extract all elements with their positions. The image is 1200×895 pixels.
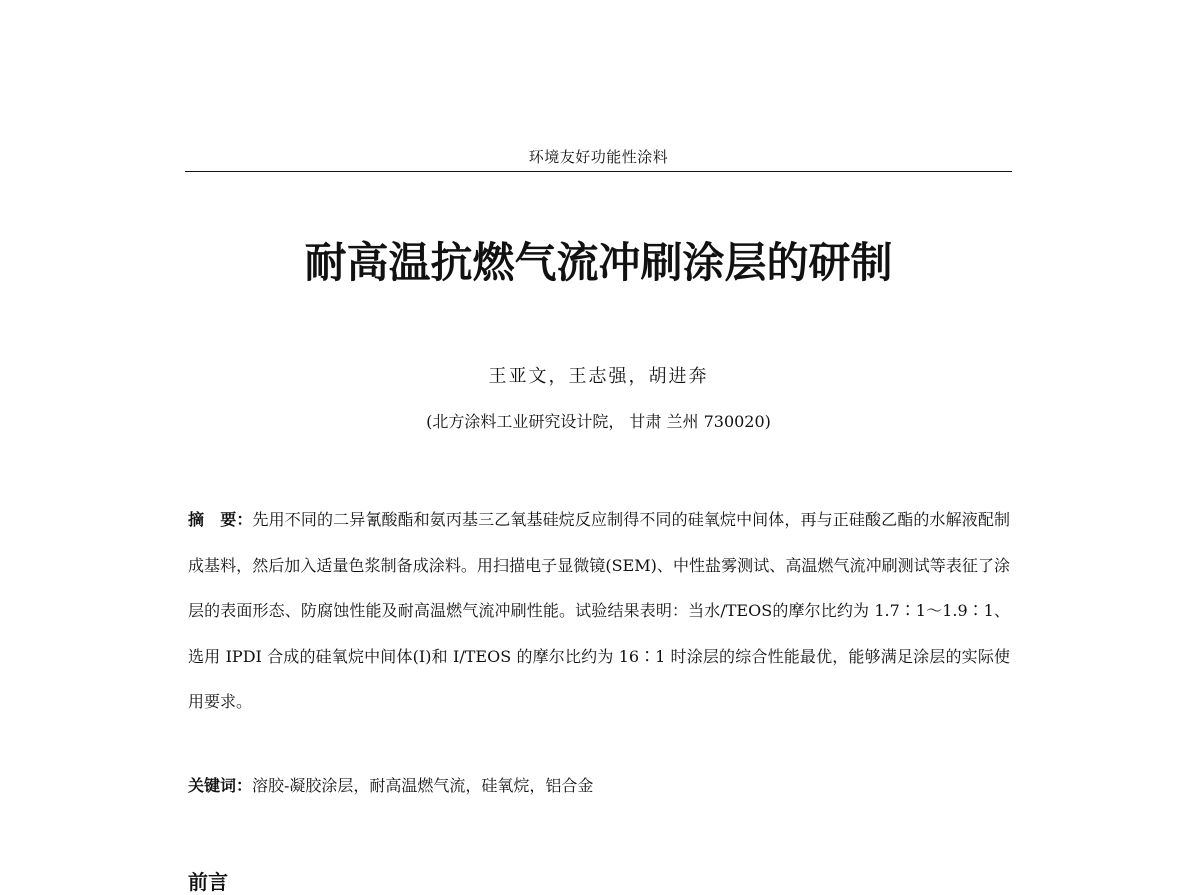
section-heading-preface: 前言 xyxy=(188,870,228,894)
running-head: 环境友好功能性涂料 xyxy=(528,148,669,166)
abstract-label: 摘 要： xyxy=(188,510,253,529)
abstract xyxy=(188,497,1010,725)
author-list: 王亚文，王志强，胡进奔 xyxy=(488,366,709,387)
keywords-text: 溶胶-凝胶涂层，耐高温燃气流，硅氧烷，铝合金 xyxy=(252,776,594,795)
header-rule xyxy=(185,171,1012,172)
paper-title: 耐高温抗燃气流冲刷涂层的研制 xyxy=(304,238,893,287)
abstract-text: 先用不同的二异氰酸酯和氨丙基三乙氧基硅烷反应制得不同的硅氧烷中间体，再与正硅酸乙酯的水解液配制成基料，然后加入适量色浆制备成涂料。用扫描电子显微镜(SEM)、中性盐雾测试、高温燃气流冲刷测试等表征了涂层的表面形态、防腐蚀性能及耐高温燃气流冲刷性能。试验结果表明：当水/TEOS的摩尔比约为 1.7∶1～1.9∶1、选用 IPDI 合成的硅氧烷中间体(I)和 I/TEOS 的摩尔比约为 16∶1 时涂层的综合性能最优，能够满足涂层的实际使用要求。 xyxy=(188,510,1010,711)
affiliation: (北方涂料工业研究设计院， 甘肃 兰州 730020) xyxy=(426,412,771,431)
keywords xyxy=(188,773,1010,796)
keywords-label: 关键词： xyxy=(188,776,253,795)
